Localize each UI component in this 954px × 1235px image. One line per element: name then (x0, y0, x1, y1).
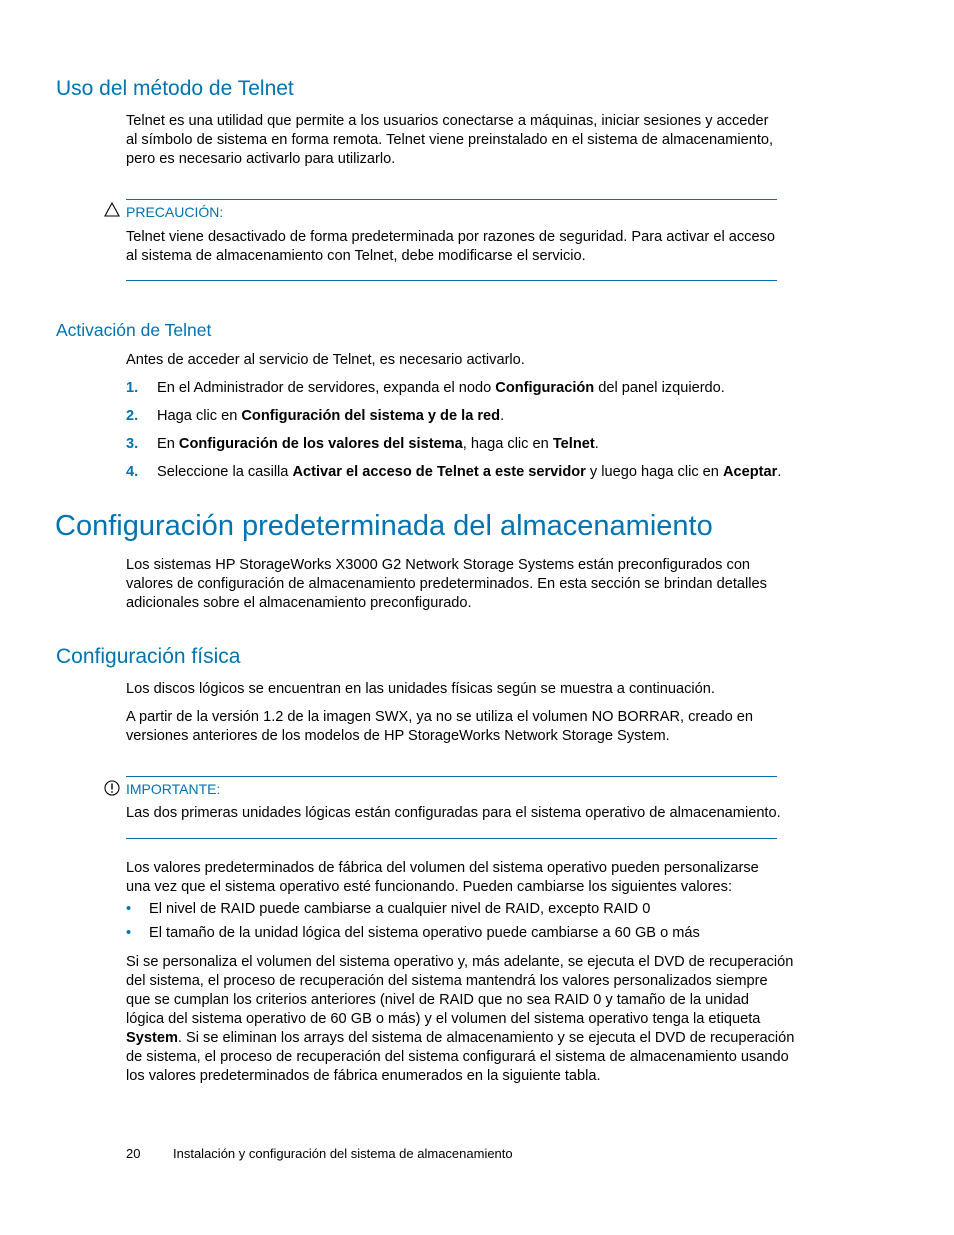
text-line: del sistema, el proceso de recuperación del sistema mantendrá los valores personalizados siempre (126, 973, 768, 989)
text-line: Telnet es una utilidad que permite a los usuarios conectarse a máquinas, iniciar sesiones y acceder (126, 113, 769, 129)
text-line: una vez que el sistema operativo esté funcionando. Pueden cambiarse los siguientes valores: (126, 879, 733, 895)
text-line: de sistema, el proceso de recuperación del sistema configurará el sistema de almacenamiento usando (126, 1049, 789, 1065)
text-line: Telnet viene desactivado de forma predeterminada por razones de seguridad. Para activar el acceso (126, 229, 775, 245)
text-line: Los discos lógicos se encuentran en las unidades físicas según se muestra a continuación. (126, 681, 715, 697)
step-text: Haga clic en Configuración del sistema y de la red. (157, 408, 505, 424)
storage-defaults-intro (126, 556, 806, 613)
exclamation-circle-icon (103, 779, 121, 797)
physical-para-2 (126, 708, 806, 746)
physical-para-1 (126, 680, 806, 699)
step-text: Seleccione la casilla Activar el acceso de Telnet a este servidor y luego haga clic en Aceptar. (157, 464, 782, 480)
text-line: que se cumplan los criterios anteriores (nivel de RAID que no sea RAID 0 y tamaño de la unidad (126, 992, 749, 1008)
text-line: pero es necesario activarlo para utilizarlo. (126, 151, 396, 167)
step-number: 2. (126, 408, 139, 424)
important-text (126, 804, 806, 823)
chapter-heading-storage-defaults: Configuración predeterminada del almacenamiento (55, 510, 713, 542)
text-line: los valores predeterminados de fábrica enumerados en la siguiente tabla. (126, 1068, 601, 1084)
step-text: En el Administrador de servidores, expanda el nodo Configuración del panel izquierdo. (157, 380, 725, 396)
section-heading-physical: Configuración física (56, 645, 241, 668)
ui-term: Activar el acceso de Telnet a este servidor (292, 464, 586, 480)
step-text: En Configuración de los valores del sistema, haga clic en Telnet. (157, 436, 599, 452)
text-line: Si se personaliza el volumen del sistema operativo y, más adelante, se ejecuta el DVD de recuperación (126, 954, 794, 970)
ui-term: System (126, 1030, 178, 1046)
caution-bottom-rule (126, 280, 777, 281)
footer-title: Instalación y configuración del sistema de almacenamiento (173, 1146, 513, 1161)
bullet-icon: • (126, 901, 132, 917)
section-heading-activation: Activación de Telnet (56, 320, 212, 340)
ui-term: Configuración (495, 380, 595, 396)
caution-label: PRECAUCIÓN: (126, 204, 224, 220)
telnet-intro-paragraph (126, 112, 806, 169)
activation-intro (126, 351, 806, 370)
text-line: al símbolo de sistema en forma remota. Telnet viene preinstalado en el sistema de almacenamiento, (126, 132, 774, 148)
text-line: A partir de la versión 1.2 de la imagen SWX, ya no se utiliza el volumen NO BORRAR, creado en (126, 709, 754, 725)
text-line: Las dos primeras unidades lógicas están configuradas para el sistema operativo de almacenamiento. (126, 805, 781, 821)
text-line: versiones anteriores de los modelos de HP StorageWorks Network Storage System. (126, 728, 670, 744)
text-line: lógica del sistema operativo de 60 GB o más) y el volumen del sistema operativo tenga la etiqueta (126, 1011, 761, 1027)
caution-top-rule (126, 199, 777, 200)
physical-para-3 (126, 859, 806, 897)
step-number: 1. (126, 380, 139, 396)
ui-term: Configuración de los valores del sistema (178, 436, 463, 452)
text-line: adicionales sobre el almacenamiento preconfigurado. (126, 595, 472, 611)
ui-term: Aceptar (722, 464, 778, 480)
section-heading-telnet: Uso del método de Telnet (56, 77, 294, 100)
step-number: 3. (126, 436, 139, 452)
bullet-icon: • (126, 925, 132, 941)
text-line: Antes de acceder al servicio de Telnet, es necesario activarlo. (126, 352, 525, 368)
important-label: IMPORTANTE: (126, 781, 221, 797)
text-line: System. Si se eliminan los arrays del sistema de almacenamiento y se ejecuta el DVD de recuperación (126, 1030, 795, 1046)
ui-term: Telnet (552, 436, 595, 452)
page-number: 20 (126, 1146, 141, 1161)
list-item-text: El tamaño de la unidad lógica del sistema operativo puede cambiarse a 60 GB o más (149, 925, 700, 941)
text-line: Los sistemas HP StorageWorks X3000 G2 Network Storage Systems están preconfigurados con (126, 557, 751, 573)
caution-text (126, 228, 806, 266)
text-line: valores de configuración de almacenamiento predeterminados. En esta sección se brindan detalles (126, 576, 767, 592)
physical-para-4 (126, 953, 806, 1086)
ui-term: Configuración del sistema y de la red (241, 408, 501, 424)
warning-triangle-icon (103, 201, 121, 219)
list-item-text: El nivel de RAID puede cambiarse a cualquier nivel de RAID, excepto RAID 0 (149, 901, 651, 917)
text-line: al sistema de almacenamiento con Telnet, debe modificarse el servicio. (126, 248, 586, 264)
important-bottom-rule (126, 838, 777, 839)
important-top-rule (126, 776, 777, 777)
step-number: 4. (126, 464, 139, 480)
text-line: Los valores predeterminados de fábrica del volumen del sistema operativo pueden personalizarse (126, 860, 759, 876)
